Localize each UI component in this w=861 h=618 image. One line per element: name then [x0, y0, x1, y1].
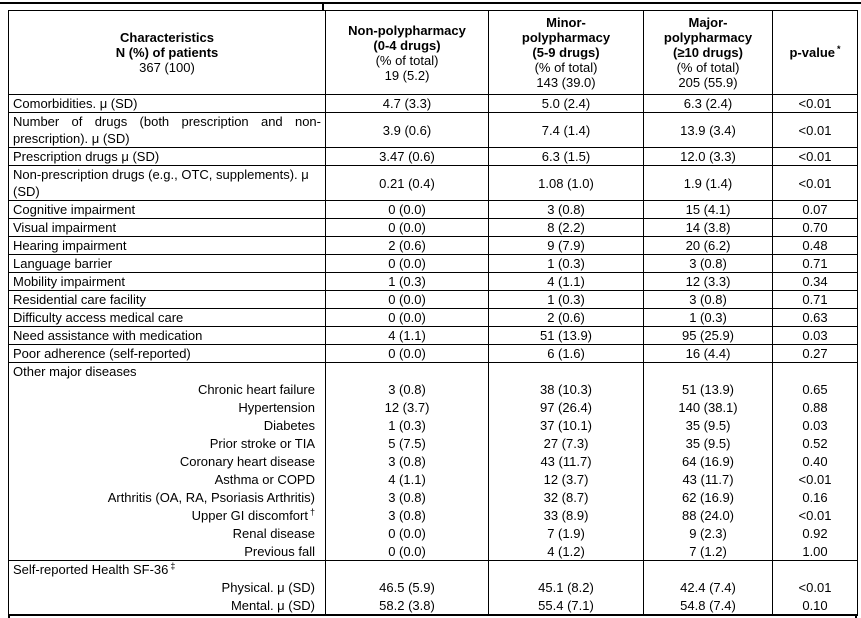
header-subtitle: (% of total)	[534, 60, 598, 75]
cell-value: 1.08 (1.0)	[489, 166, 644, 201]
table-row	[9, 273, 858, 291]
cell-value: 4.7 (3.3)	[326, 95, 489, 113]
cell-value: 0.92	[773, 525, 858, 543]
table-row	[9, 166, 858, 201]
cell-value: 12 (3.7)	[326, 399, 489, 417]
cell-value	[644, 363, 773, 381]
cell-value: 0.63	[773, 309, 858, 327]
cell-value: <0.01	[773, 148, 858, 166]
table-row	[9, 489, 858, 507]
row-label: Visual impairment	[9, 219, 326, 237]
cell-value: 32 (8.7)	[489, 489, 644, 507]
cell-value	[326, 363, 489, 381]
header-group-n: 143 (39.0)	[536, 75, 596, 90]
cell-value: <0.01	[773, 166, 858, 201]
row-label: Chronic heart failure	[9, 381, 326, 399]
cell-value: 8 (2.2)	[489, 219, 644, 237]
table-row	[9, 309, 858, 327]
cell-value: 46.5 (5.9)	[326, 579, 489, 597]
row-label: Mobility impairment	[9, 273, 326, 291]
cell-value: 4 (1.1)	[326, 327, 489, 345]
cell-value: 0 (0.0)	[326, 345, 489, 363]
table-row	[9, 148, 858, 166]
header-major-polypharmacy	[644, 11, 773, 95]
polypharmacy-table	[8, 10, 858, 616]
cell-value: 3 (0.8)	[326, 507, 489, 525]
p-value-label: p-value	[789, 45, 835, 60]
cell-value: 3 (0.8)	[326, 381, 489, 399]
cell-value: 0 (0.0)	[326, 309, 489, 327]
cell-value: 95 (25.9)	[644, 327, 773, 345]
table-header-row	[9, 11, 858, 95]
cell-value: 3 (0.8)	[326, 489, 489, 507]
table-row	[9, 345, 858, 363]
cell-value: 7 (1.2)	[644, 543, 773, 561]
cell-value: 0.07	[773, 201, 858, 219]
header-line: (≥10 drugs)	[673, 45, 743, 60]
cell-value: 0.40	[773, 453, 858, 471]
cell-value: 0 (0.0)	[326, 201, 489, 219]
row-label: Hearing impairment	[9, 237, 326, 255]
cell-value: 2 (0.6)	[326, 237, 489, 255]
cell-value: 20 (6.2)	[644, 237, 773, 255]
cell-value: 0.10	[773, 597, 858, 615]
cell-value: 1.00	[773, 543, 858, 561]
cell-value: 3 (0.8)	[489, 201, 644, 219]
row-label: Diabetes	[9, 417, 326, 435]
row-label: Cognitive impairment	[9, 201, 326, 219]
cell-value: 88 (24.0)	[644, 507, 773, 525]
table-body	[9, 95, 858, 615]
cell-value: 4 (1.1)	[326, 471, 489, 489]
cell-value: 12 (3.7)	[489, 471, 644, 489]
top-crop-line	[0, 2, 861, 4]
cell-value: <0.01	[773, 579, 858, 597]
cell-value: 6.3 (1.5)	[489, 148, 644, 166]
row-label: Difficulty access medical care	[9, 309, 326, 327]
table-row	[9, 471, 858, 489]
row-label: Need assistance with medication	[9, 327, 326, 345]
cell-value: 4 (1.2)	[489, 543, 644, 561]
cell-value: 38 (10.3)	[489, 381, 644, 399]
cell-value: 0.70	[773, 219, 858, 237]
cell-value: 0 (0.0)	[326, 291, 489, 309]
row-label: Comorbidities. μ (SD)	[9, 95, 326, 113]
cell-value: 15 (4.1)	[644, 201, 773, 219]
table-row	[9, 237, 858, 255]
table-row	[9, 381, 858, 399]
cell-value: 35 (9.5)	[644, 417, 773, 435]
table-row	[9, 95, 858, 113]
cell-value	[326, 561, 489, 579]
cell-value: <0.01	[773, 113, 858, 148]
header-subtitle: (% of total)	[676, 60, 740, 75]
cell-value: 3 (0.8)	[644, 291, 773, 309]
row-label: Non-prescription drugs (e.g., OTC, supplements). μ (SD)	[9, 166, 326, 201]
footnote-marker: ‡	[170, 560, 176, 571]
cell-value: 0.27	[773, 345, 858, 363]
header-line: N (%) of patients	[115, 45, 219, 60]
header-group-n: 19 (5.2)	[384, 67, 430, 83]
header-line: Major-	[688, 15, 728, 30]
cell-value: 0 (0.0)	[326, 219, 489, 237]
cell-value: 12.0 (3.3)	[644, 148, 773, 166]
header-line: Minor-	[546, 15, 586, 30]
table-row	[9, 399, 858, 417]
cell-value: 14 (3.8)	[644, 219, 773, 237]
cell-value: 0.71	[773, 255, 858, 273]
row-label: Poor adherence (self-reported)	[9, 345, 326, 363]
cell-value: 0.48	[773, 237, 858, 255]
cell-value: 0.03	[773, 417, 858, 435]
cell-value: 1 (0.3)	[644, 309, 773, 327]
cell-value: 58.2 (3.8)	[326, 597, 489, 615]
table-row	[9, 597, 858, 615]
cell-value: 42.4 (7.4)	[644, 579, 773, 597]
cell-value: 12 (3.3)	[644, 273, 773, 291]
footnote-marker: †	[309, 506, 315, 517]
cell-value	[489, 363, 644, 381]
header-line: (5-9 drugs)	[532, 45, 600, 60]
cell-value: 1 (0.3)	[489, 255, 644, 273]
cell-value: 43 (11.7)	[489, 453, 644, 471]
table-row	[9, 255, 858, 273]
row-label: Residential care facility	[9, 291, 326, 309]
cell-value	[644, 561, 773, 579]
cell-value: 3.9 (0.6)	[326, 113, 489, 148]
cell-value: 0.34	[773, 273, 858, 291]
cell-value: 3 (0.8)	[326, 453, 489, 471]
cell-value: 0 (0.0)	[326, 255, 489, 273]
row-label: Hypertension	[9, 399, 326, 417]
header-total-n: 367 (100)	[139, 60, 195, 75]
cell-value: 0 (0.0)	[326, 543, 489, 561]
section-header-row	[9, 561, 858, 579]
header-subtitle: (% of total)	[375, 52, 439, 68]
cell-value: 3 (0.8)	[644, 255, 773, 273]
cell-value: 51 (13.9)	[644, 381, 773, 399]
row-label: Prior stroke or TIA	[9, 435, 326, 453]
cell-value: 0.16	[773, 489, 858, 507]
section-header-row	[9, 363, 858, 381]
cell-value: 54.8 (7.4)	[644, 597, 773, 615]
cell-value: 0.21 (0.4)	[326, 166, 489, 201]
header-non-polypharmacy	[326, 11, 489, 95]
cell-value: <0.01	[773, 95, 858, 113]
cell-value: 1 (0.3)	[489, 291, 644, 309]
table-row	[9, 219, 858, 237]
cell-value: 140 (38.1)	[644, 399, 773, 417]
row-label: Upper GI discomfort †	[9, 507, 326, 525]
cell-value: 13.9 (3.4)	[644, 113, 773, 148]
cell-value: 45.1 (8.2)	[489, 579, 644, 597]
cell-value: 9 (2.3)	[644, 525, 773, 543]
row-label: Mental. μ (SD)	[9, 597, 326, 615]
cell-value: 0.03	[773, 327, 858, 345]
cell-value: 35 (9.5)	[644, 435, 773, 453]
row-label: Arthritis (OA, RA, Psoriasis Arthritis)	[9, 489, 326, 507]
table-row	[9, 543, 858, 561]
cell-value: 6.3 (2.4)	[644, 95, 773, 113]
row-label: Prescription drugs μ (SD)	[9, 148, 326, 166]
header-line: (0-4 drugs)	[373, 37, 441, 53]
table-row	[9, 201, 858, 219]
cell-value: 55.4 (7.1)	[489, 597, 644, 615]
table-row	[9, 579, 858, 597]
cell-value: 7 (1.9)	[489, 525, 644, 543]
header-characteristics	[9, 11, 326, 95]
cell-value: 27 (7.3)	[489, 435, 644, 453]
header-group-n: 205 (55.9)	[678, 75, 738, 90]
header-line: polypharmacy	[663, 30, 753, 45]
cell-value: 64 (16.9)	[644, 453, 773, 471]
table-row	[9, 113, 858, 148]
cell-value: 5 (7.5)	[326, 435, 489, 453]
row-label: Language barrier	[9, 255, 326, 273]
table-row	[9, 453, 858, 471]
row-label: Other major diseases	[9, 363, 326, 381]
cell-value: 37 (10.1)	[489, 417, 644, 435]
cell-value: <0.01	[773, 471, 858, 489]
cell-value: 0.52	[773, 435, 858, 453]
cell-value: 7.4 (1.4)	[489, 113, 644, 148]
cell-value: 51 (13.9)	[489, 327, 644, 345]
table-row	[9, 507, 858, 525]
cell-value: 1 (0.3)	[326, 273, 489, 291]
cell-value: 6 (1.6)	[489, 345, 644, 363]
table-row	[9, 327, 858, 345]
header-p-value	[773, 11, 858, 95]
cell-value: 9 (7.9)	[489, 237, 644, 255]
table-row	[9, 417, 858, 435]
header-line: Non-polypharmacy	[348, 22, 466, 38]
row-label: Coronary heart disease	[9, 453, 326, 471]
row-label: Asthma or COPD	[9, 471, 326, 489]
cell-value: 5.0 (2.4)	[489, 95, 644, 113]
header-line: Characteristics	[120, 30, 214, 45]
cell-value	[489, 561, 644, 579]
cell-value: 33 (8.9)	[489, 507, 644, 525]
cell-value: 2 (0.6)	[489, 309, 644, 327]
row-label: Number of drugs (both prescription and non-prescription). μ (SD)	[9, 113, 326, 148]
cell-value: 43 (11.7)	[644, 471, 773, 489]
table-row	[9, 435, 858, 453]
cell-value: 1 (0.3)	[326, 417, 489, 435]
cell-value	[773, 561, 858, 579]
cell-value: 97 (26.4)	[489, 399, 644, 417]
row-label: Self-reported Health SF-36 ‡	[9, 561, 326, 579]
cell-value: <0.01	[773, 507, 858, 525]
cell-value: 0 (0.0)	[326, 525, 489, 543]
row-label: Renal disease	[9, 525, 326, 543]
cell-value: 0.71	[773, 291, 858, 309]
cell-value	[773, 363, 858, 381]
cell-value: 1.9 (1.4)	[644, 166, 773, 201]
row-label: Previous fall	[9, 543, 326, 561]
header-line: polypharmacy	[521, 30, 611, 45]
table-row	[9, 525, 858, 543]
header-minor-polypharmacy	[489, 11, 644, 95]
cell-value: 0.88	[773, 399, 858, 417]
cell-value: 4 (1.1)	[489, 273, 644, 291]
cell-value: 0.65	[773, 381, 858, 399]
cell-value: 3.47 (0.6)	[326, 148, 489, 166]
cell-value: 16 (4.4)	[644, 345, 773, 363]
cell-value: 62 (16.9)	[644, 489, 773, 507]
footnote-marker-asterisk: *	[837, 43, 841, 54]
row-label: Physical. μ (SD)	[9, 579, 326, 597]
table-row	[9, 291, 858, 309]
